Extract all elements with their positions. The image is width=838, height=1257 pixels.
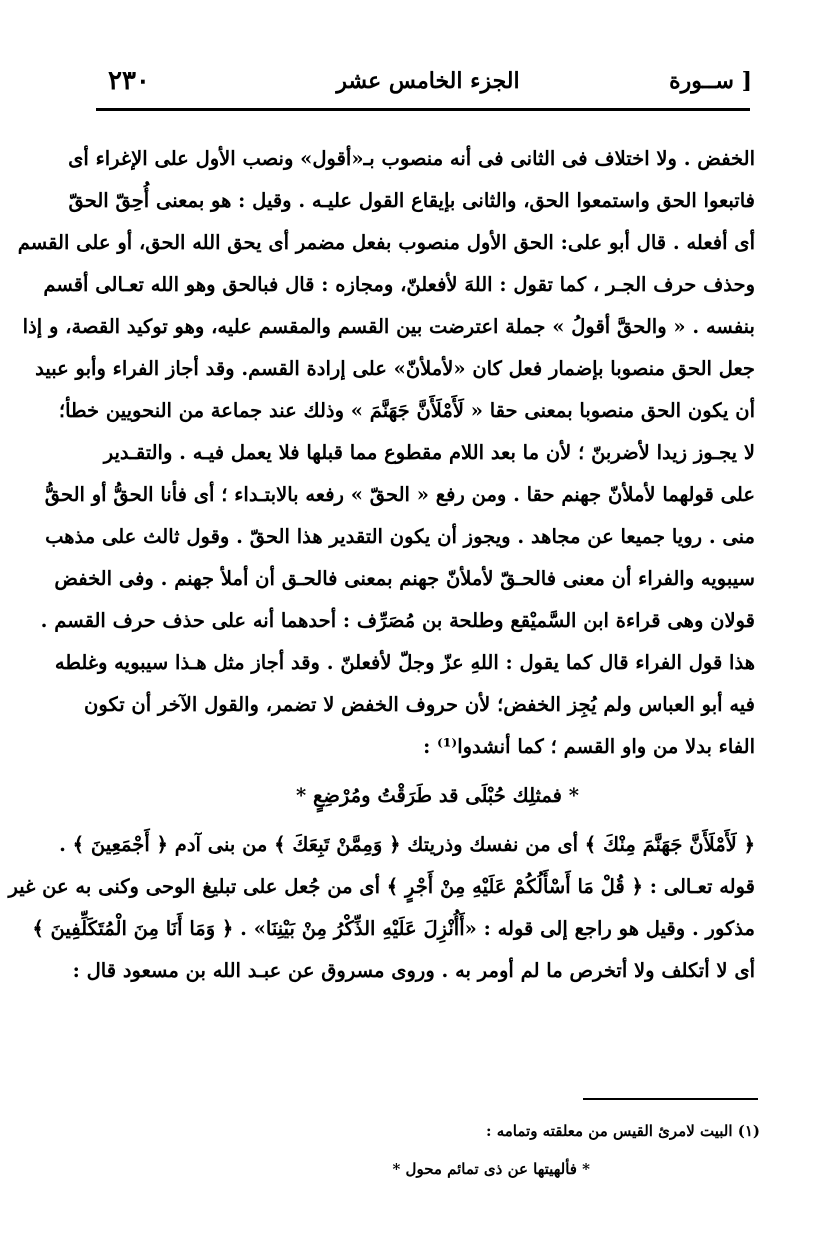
text-line: أن يكون الحق منصوبا بمعنى حقا « لَأَمْلَأَنَّ جَهَنَّمَ » وذلك عند جماعة من النحويين خطأ؛ — [58, 399, 755, 422]
text-line: بنفسه . « والحقَّ أقولُ » جملة اعترضت بين القسم والمقسم عليه، وهو توكيد القصة، و إذا — [22, 315, 755, 338]
text-line: هذا قول الفراء قال كما يقول : اللهِ عزّ وجلّ لأفعلنّ . وقد أجاز مثل هـذا سيبويه وغلطه — [54, 651, 755, 674]
footnote-verse: * فألهيتها عن ذى تمائم محول * — [392, 1160, 590, 1178]
footnote-rule — [583, 1098, 758, 1100]
text-line: الخفض . ولا اختلاف فى الثانى فى أنه منصوب بـ«أقول» ونصب الأول على الإغراء أى — [68, 147, 755, 170]
text-line: جعل الحق منصوبا بإضمار فعل كان «لأملأنّ» على إرادة القسم. وقد أجاز الفراء وأبو عبيد — [35, 357, 755, 380]
poetry-verse: * فمثلِك حُبْلَى قد طَرَقْتُ ومُرْضِعٍ * — [295, 784, 579, 807]
text-line: قوله تعـالى : ﴿ قُلْ مَا أَسْأَلُكُمْ عَلَيْهِ مِنْ أَجْرٍ ﴾ أى من جُعل على تبليغ الوحى وكنى به عن غير — [8, 875, 755, 898]
header-rule — [96, 108, 750, 111]
text-line: الفاء بدلا من واو القسم ؛ كما أنشدوا⁽¹⁾ : — [423, 735, 755, 758]
text-line: فاتبعوا الحق واستمعوا الحق، والثانى بإيقاع القول عليـه . وقيل : هو بمعنى أُحِقّ الحقّ — [68, 189, 755, 212]
footnote-line: (١) البيت لامرئ القيس من معلقته وتمامه : — [485, 1122, 760, 1140]
surah-label: [ ســورة — [669, 68, 752, 94]
text-line: قولان وهى قراءة ابن السَّميْقع وطلحة بن مُصَرِّف : أحدهما أنه على حذف حرف القسم . — [40, 609, 755, 632]
text-line: ﴿ لَأَمْلَأَنَّ جَهَنَّمَ مِنْكَ ﴾ أى من نفسك وذريتك ﴿ وَمِمَّنْ تَبِعَكَ ﴾ من بنى آدم ﴿ أَجْمَعِينَ ﴾ . — [59, 833, 755, 856]
text-line: أى أفعله . قال أبو على: الحق الأول منصوب بفعل مضمر أى يحق الله الحق، أو على القسم — [17, 231, 755, 254]
page-number: ٢٣٠ — [108, 66, 150, 96]
text-line: فيه أبو العباس ولم يُجِز الخفض؛ لأن حروف الخفض لا تضمر، والقول الآخر أن تكون — [84, 693, 755, 716]
text-line: أى لا أتكلف ولا أتخرص ما لم أومر به . وروى مسروق عن عبـد الله بن مسعود قال : — [72, 959, 755, 982]
footnotes — [300, 1112, 760, 1188]
text-line: سيبويه والفراء أن معنى فالحـقّ لأملأنّ جهنم بمعنى فالحـق أن أملأ جهنم . وفى الخفض — [54, 567, 755, 590]
text-line: منى . رويا جميعا عن مجاهد . ويجوز أن يكون التقدير هذا الحقّ . وقول ثالث على مذهب — [45, 525, 755, 548]
text-line: وحذف حرف الجـر ، كما تقول : اللهَ لأفعلنّ، ومجازه : قال فبالحق وهو الله تعـالى أقسم — [43, 273, 755, 296]
main-text — [8, 138, 755, 992]
running-title: الجزء الخامس عشر — [336, 68, 520, 94]
text-line: لا يجـوز زيدا لأضربنّ ؛ لأن ما بعد اللام مقطوع مما قبلها فلا يعمل فيـه . والتقـدير — [103, 441, 755, 464]
text-line: على قولهما لأملأنّ جهنم حقا . ومن رفع « الحقّ » رفعه بالابتـداء ؛ أى فأنا الحقُّ أو الحقُّ — [44, 483, 755, 506]
text-line: مذكور . وقيل هو راجع إلى قوله : «أَأُنْزِلَ عَلَيْهِ الذِّكْرُ مِنْ بَيْنِنَا» . ﴿ وَمَا أَنَا مِنَ الْمُتَكَلِّفِينَ ﴾ — [32, 917, 755, 940]
page-header — [108, 62, 752, 102]
